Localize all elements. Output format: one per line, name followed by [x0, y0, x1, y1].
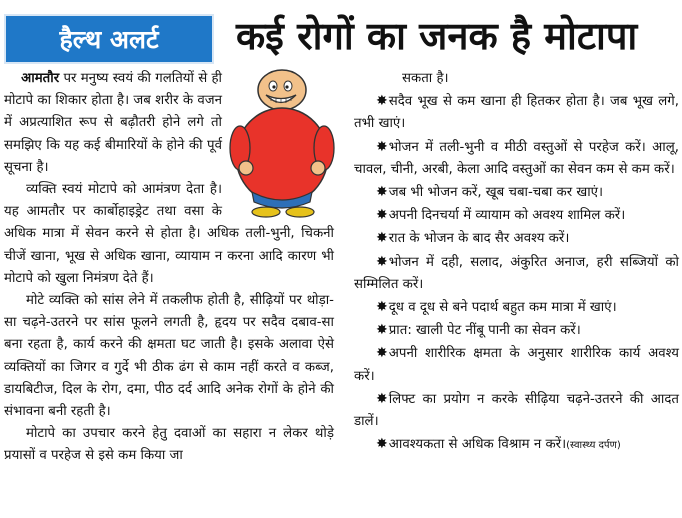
star-bullet-icon: ✸ — [376, 436, 388, 453]
star-bullet-icon: ✸ — [376, 207, 388, 224]
star-bullet-icon: ✸ — [376, 230, 388, 247]
tip-item: ✸भोजन में दही, सलाद, अंकुरित अनाज, हरी सब्जियों को सम्मिलित करें। — [354, 253, 679, 292]
fat-man-illustration — [226, 68, 338, 218]
star-bullet-icon: ✸ — [376, 184, 388, 201]
paragraph-treatment: मोटापे का उपचार करने हेतु दवाओं का सहारा न लेकर थोड़े प्रयासों व परहेज से इसे कम किया जा — [4, 426, 334, 464]
intro-text: पर मनुष्य स्वयं की गलतियों से ही मोटापे का शिकार होता है। जब शरीर के वजन में अप्रत्याशित रूप से बढ़ौतरी होने लगे तो समझिए कि यह कई बीमारियों के होने की पूर्व सूचना है। — [4, 71, 222, 175]
star-bullet-icon: ✸ — [376, 322, 388, 339]
tip-item: ✸सदैव भूख से कम खाना ही हितकर होता है। जब भूख लगे, तभी खाएं। — [354, 93, 679, 132]
paragraph-effects: मोटे व्यक्ति को सांस लेने में तकलीफ होती है, सीढ़ियों पर थोड़ा-सा चढ़ने-उतरने पर सांस फूलने लगती है, हृदय पर सदैव दबाव-सा बना रहता है, कार्य करने की क्षमता घट जाती है। इसके अलावा ऐसे व्यक्तियों का जिगर व गुर्दे भी ठीक ढंग से काम नहीं करते व कब्ज, डायबिटीज, दिल के रोग, दमा, पीठ दर्द आदि अनेक रोगों के होने की संभावना बनी रहती है। — [4, 293, 334, 420]
banner-label: हैल्थ अलर्ट — [59, 25, 159, 54]
tip-item: ✸दूध व दूध से बने पदार्थ बहुत कम मात्रा में खाएं। — [376, 299, 617, 316]
star-bullet-icon: ✸ — [376, 93, 388, 110]
tip-item: ✸रात के भोजन के बाद सैर अवश्य करें। — [376, 230, 570, 247]
star-bullet-icon: ✸ — [376, 345, 388, 362]
article-headline: कई रोगों का जनक है मोटापा — [236, 14, 638, 58]
star-bullet-icon: ✸ — [376, 390, 388, 407]
tip-item: ✸आवश्यकता से अधिक विश्राम न करें।(स्वास्थ्य दर्पण) — [376, 436, 621, 453]
tip-item: ✸लिफ्ट का प्रयोग न करके सीढ़िया चढ़ने-उतरने की आदत डालें। — [354, 390, 679, 430]
star-bullet-icon: ✸ — [376, 299, 388, 316]
star-bullet-icon: ✸ — [376, 253, 388, 270]
tip-item: ✸भोजन में तली-भुनी व मीठी वस्तुओं से परहेज करें। आलू, चावल, चीनी, अरबी, केला आदि वस्तुओं का सेवन कम से कम करें। — [354, 138, 679, 177]
paragraph-causes: व्यक्ति स्वयं मोटापे को आमंत्रण देता है। यह आमतौर पर कार्बोहाइड्रेट तथा वसा के अधिक मात्रा में सेवन करने से होता है। अधिक तली-भुनी, चिकनी चीजें खाना, भूख से अधिक खाना, व्यायाम न करना आदि कारण भी मोटापे को खुला निमंत्रण देते हैं। — [4, 182, 334, 286]
tip-item: ✸अपनी दिनचर्या में व्यायाम को अवश्य शामिल करें। — [376, 207, 626, 224]
tip-item: ✸जब भी भोजन करें, खूब चबा-चबा कर खाएं। — [376, 184, 604, 201]
intro-lead-word: आमतौर — [21, 71, 60, 86]
star-bullet-icon: ✸ — [376, 138, 388, 155]
tip-item: ✸प्रात: खाली पेट नींबू पानी का सेवन करें। — [376, 322, 581, 339]
right-column — [354, 68, 679, 457]
source-credit: (स्वास्थ्य दर्पण) — [566, 440, 621, 452]
continuation-text: सकता है। — [402, 71, 449, 86]
section-banner — [4, 14, 214, 64]
tip-item: ✸अपनी शारीरिक क्षमता के अनुसार शारीरिक कार्य अवश्य करें। — [354, 345, 679, 384]
left-column — [4, 68, 334, 468]
fat-man-icon — [226, 68, 338, 218]
